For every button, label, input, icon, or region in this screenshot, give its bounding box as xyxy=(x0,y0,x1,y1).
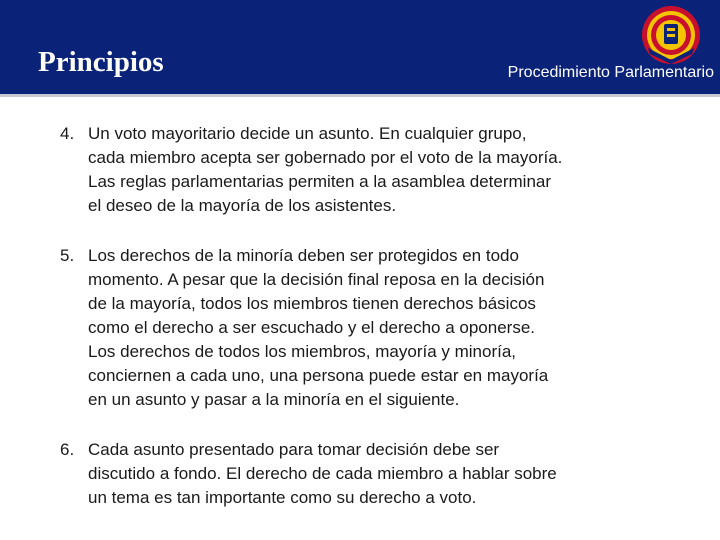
item-text: Los derechos de la minoría deben ser protegidos en todo momento. A pesar que la decisión final reposa en la decisión de la mayoría, todos los miembros tienen derechos básicos como el derecho a ser escuchado y el derecho a oponerse. Los derechos de todos los miembros, mayoría y minoría, conciernen a cada uno, una persona puede estar en mayoría en un asunto y pasar a la minoría en el siguiente. xyxy=(88,246,549,409)
principles-list xyxy=(60,122,700,536)
list-item xyxy=(60,122,700,218)
list-item xyxy=(60,244,700,412)
slide-title: Principios xyxy=(38,46,164,78)
item-number: 4. xyxy=(60,124,75,143)
item-number: 5. xyxy=(60,246,75,265)
list-item xyxy=(60,438,700,510)
item-number: 6. xyxy=(60,440,75,459)
item-text: Un voto mayoritario decide un asunto. En cualquier grupo, cada miembro acepta ser gobernado por el voto de la mayoría. Las reglas parlamentarias permiten a la asamblea determinar el deseo de la mayoría de los asistentes. xyxy=(88,124,563,215)
slide-subtitle: Procedimiento Parlamentario xyxy=(507,64,714,81)
header-divider xyxy=(0,94,720,97)
emblem-logo-icon xyxy=(640,4,702,66)
item-text: Cada asunto presentado para tomar decisión debe ser discutido a fondo. El derecho de cada miembro a hablar sobre un tema es tan importante como su derecho a voto. xyxy=(88,440,557,507)
